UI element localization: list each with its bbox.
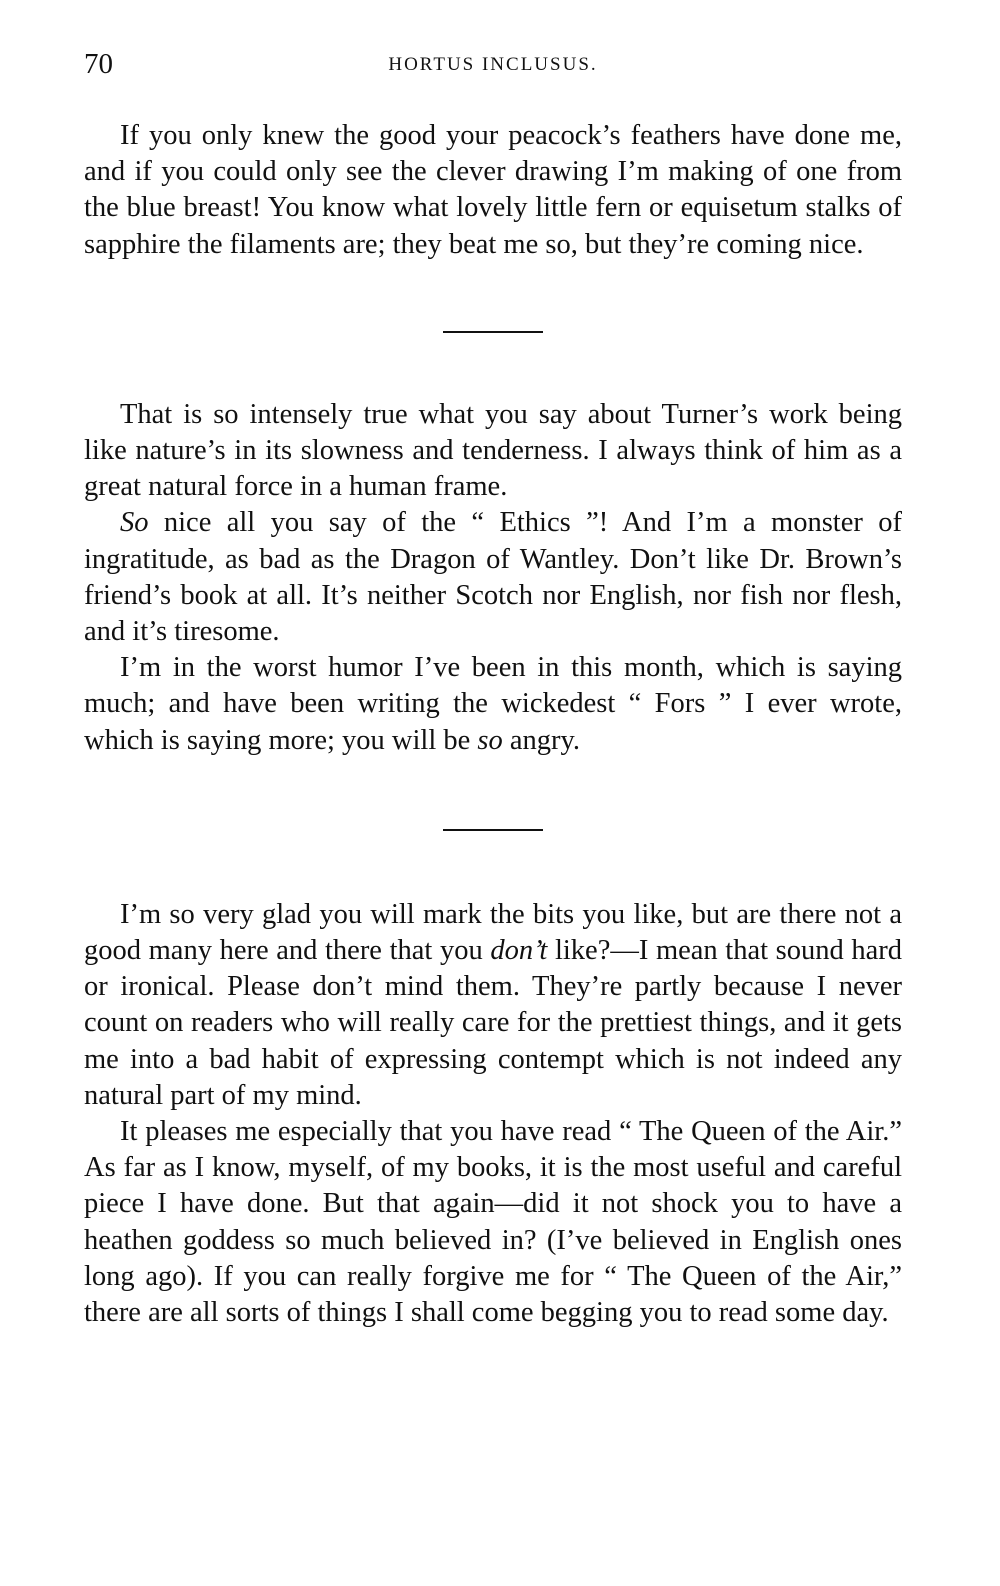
text-run: like?—I mean that sound hard or ironical. Please don’t mind them. They’re partly because I never count on readers who will really care for the prettiest things, and it gets me into a bad habit of expressing contempt which is not indeed any natural part of my mind. bbox=[84, 935, 903, 1111]
page-number: 70 bbox=[84, 48, 113, 80]
paragraph bbox=[84, 505, 902, 650]
paragraph bbox=[84, 397, 902, 506]
paragraph bbox=[84, 1114, 902, 1331]
italic-text: so bbox=[477, 724, 503, 756]
running-title: HORTUS INCLUSUS. bbox=[388, 54, 598, 75]
section-divider bbox=[443, 331, 543, 333]
text-run: I’m in the worst humor I’ve been in this month, which is saying much; and have been writing the wickedest “ Fors ” I ever wrote, which is saying more; you will be bbox=[84, 652, 902, 756]
text-run: It pleases me especially that you have read “ The Queen of the Air.” As far as I know, myself, of my books, it is the most useful and careful piece I have done. But that again—did it not shock you to have a heathen goddess so much believed in? (I’ve believed in English ones long ago). If you can really forgive me for “ The Queen of the Air,” there are all sorts of things I shall come begging you to read some day. bbox=[84, 1116, 902, 1329]
paragraph bbox=[84, 650, 902, 759]
text-run: I’m so very glad you will mark the bits you like, but are there not a good many here and there that you bbox=[84, 898, 902, 967]
text-run: If you only knew the good your peacock’s feathers have done me, and if you could only see the clever drawing I’m making of one from the blue breast! You know what lovely little fern or equisetum stalks of sapphire the filaments are; they beat me so, but they’re coming nice. bbox=[84, 120, 902, 260]
text-run: angry. bbox=[502, 724, 581, 756]
paragraph bbox=[84, 897, 902, 1114]
text-run: That is so intensely true what you say about Turner’s work being like nature’s in its slowness and tenderness. I always think of him as a great natural force in a human frame. bbox=[84, 398, 902, 503]
section-divider bbox=[443, 829, 543, 831]
italic-text: So bbox=[120, 507, 149, 539]
text-run: nice all you say of the “ Ethics ”! And I’m a monster of ingratitude, as bad as the Dragon of Wantley. Don’t like Dr. Brown’s friend’s book at all. It’s neither Scotch nor English, nor fish nor flesh, and it’s tiresome. bbox=[84, 507, 902, 648]
italic-text: don’t bbox=[490, 935, 548, 967]
paragraph bbox=[84, 118, 902, 263]
page-header bbox=[84, 48, 902, 84]
page-body bbox=[84, 118, 902, 1331]
